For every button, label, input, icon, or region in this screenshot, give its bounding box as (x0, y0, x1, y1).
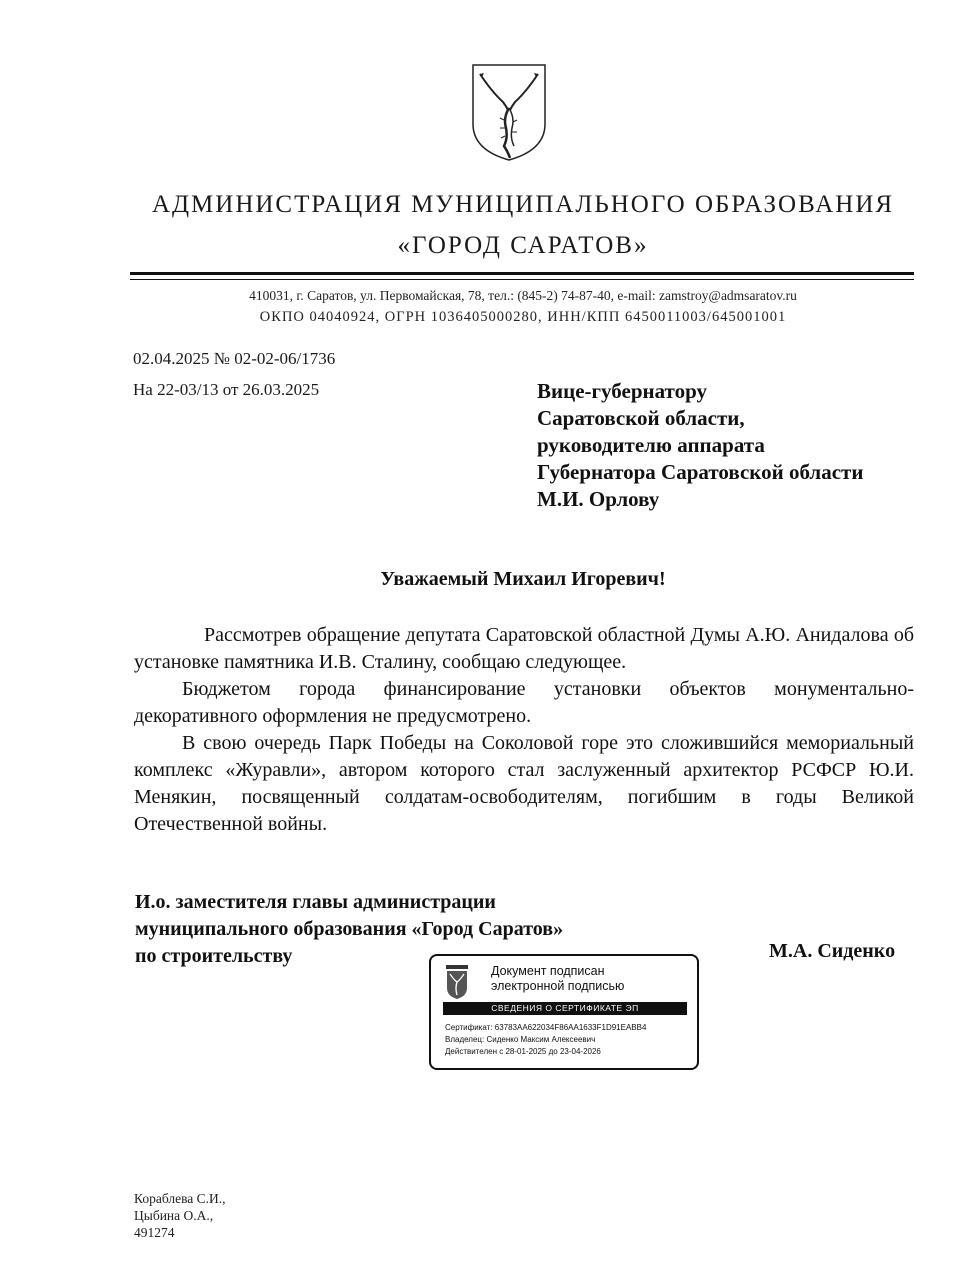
contact-codes: ОКПО 04040924, ОГРН 1036405000280, ИНН/КПП 6450011003/645001001 (259, 309, 787, 325)
body-paragraph: Рассмотрев обращение депутата Саратовской областной Думы А.Ю. Анидалова об установке памятника И.В. Сталину, сообщаю следующее. (134, 624, 914, 673)
organization-name-line2: «ГОРОД САРАТОВ» (397, 232, 649, 259)
header-rule-thin (130, 279, 914, 280)
registration-number: 02.04.2025 № 02-02-06/1736 (133, 349, 336, 368)
salutation: Уважаемый Михаил Игоревич! (380, 568, 666, 590)
saratov-coat-of-arms-icon (470, 62, 548, 162)
e-signature-stamp (429, 954, 699, 1070)
organization-name-line1: АДМИНИСТРАЦИЯ МУНИЦИПАЛЬНОГО ОБРАЗОВАНИЯ (151, 191, 895, 218)
stamp-title (491, 964, 624, 994)
addressee-block (537, 378, 863, 513)
stamp-title-line2: электронной подписью (491, 979, 625, 993)
addressee-line: Губернатора Саратовской области (537, 460, 864, 484)
signer-title-line: муниципального образования «Город Саратов» (135, 918, 564, 940)
registration-reference: На 22-03/13 от 26.03.2025 (133, 380, 320, 399)
signer-title-line: И.о. заместителя главы администрации (135, 891, 496, 913)
footer-line: 491274 (134, 1225, 175, 1240)
footer-line: Цыбина О.А., (134, 1208, 214, 1223)
stamp-details (445, 1022, 646, 1058)
addressee-line: Саратовской области, (537, 406, 745, 430)
footer-line: Кораблева С.И., (134, 1191, 226, 1206)
stamp-title-line1: Документ подписан (491, 964, 605, 978)
signer-name: М.А. Сиденко (769, 940, 896, 962)
stamp-validity: Действителен с 28-01-2025 до 23-04-2026 (445, 1047, 601, 1056)
executors-footer (134, 1190, 226, 1241)
addressee-line: руководителю аппарата (537, 433, 765, 457)
stamp-owner: Владелец: Сиденко Максим Алексеевич (445, 1035, 596, 1044)
body-paragraph: Бюджетом города финансирование установки объектов монументально-декоративного оформления не предусмотрено. (134, 678, 914, 727)
body-text-3 (134, 730, 914, 838)
body-paragraph: В свою очередь Парк Победы на Соколовой горе это сложившийся мемориальный комплекс «Журавли», автором которого стал заслуженный архитектор РСФСР Ю.И. Менякин, посвященный солдатам-освободителям, погибшим в годы Великой Отечественной войны. (134, 732, 914, 835)
header-rule-thick (130, 272, 914, 275)
body-text (134, 622, 914, 676)
saratov-emblem-icon (445, 964, 469, 1000)
signer-title-line: по строительству (135, 945, 293, 967)
body-text-2 (134, 676, 914, 730)
addressee-line: Вице-губернатору (537, 379, 707, 403)
stamp-certificate: Сертификат: 63783AA622034F86AA1633F1D91EABB4 (445, 1023, 647, 1032)
stamp-certificate-bar: СВЕДЕНИЯ О СЕРТИФИКАТЕ ЭП (443, 1002, 687, 1015)
contact-address: 410031, г. Саратов, ул. Первомайская, 78, тел.: (845-2) 74-87-40, e-mail: zamstroy@admsaratov.ru (249, 288, 797, 303)
addressee-line: М.И. Орлову (537, 487, 660, 511)
